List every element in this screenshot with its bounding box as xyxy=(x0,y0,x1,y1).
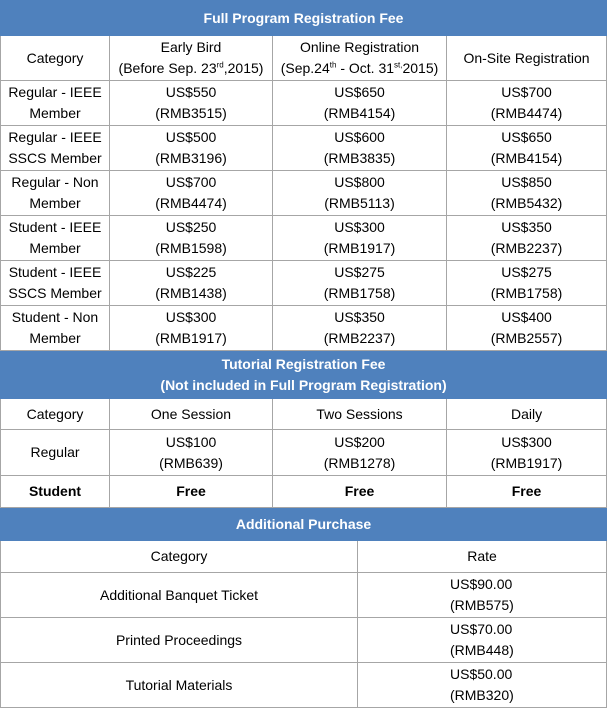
row-category-line2: Member xyxy=(29,105,81,121)
row-early-bird-line2: (RMB4474) xyxy=(155,195,227,211)
row-category xyxy=(1,171,110,216)
row-onsite-line1: US$850 xyxy=(501,174,552,190)
row-early-bird-line1: US$250 xyxy=(165,219,217,235)
row-early-bird xyxy=(110,171,273,216)
row-early-bird xyxy=(110,306,273,351)
tutorial-title xyxy=(1,352,607,399)
table-row xyxy=(1,663,607,708)
row-onsite xyxy=(447,216,607,261)
row-onsite-line2: (RMB2557) xyxy=(490,330,563,346)
tut-student-two: Free xyxy=(273,476,447,508)
price-rmb: (RMB1917) xyxy=(490,454,563,471)
row-category-line1: Regular - IEEE xyxy=(8,84,102,100)
row-early-bird xyxy=(110,81,273,126)
row-early-bird-line1: US$225 xyxy=(165,264,217,280)
table-row xyxy=(1,126,607,171)
tutorial-title-line1: Tutorial Registration Fee xyxy=(221,356,386,372)
tut-student-one: Free xyxy=(110,476,273,508)
tutorial-header-row xyxy=(1,399,607,430)
row-early-bird-line1: US$550 xyxy=(165,84,217,100)
row-onsite-line2: (RMB2237) xyxy=(490,240,563,256)
tut-col-daily: Daily xyxy=(447,399,607,430)
row-onsite-line1: US$650 xyxy=(501,129,552,145)
row-category-line2: Member xyxy=(29,330,81,346)
row-online-line2: (RMB2237) xyxy=(323,330,396,346)
tut-student-category: Student xyxy=(1,476,110,508)
row-onsite-line2: (RMB4474) xyxy=(490,105,563,121)
row-early-bird-line2: (RMB1917) xyxy=(155,330,227,346)
price-usd: US$100 xyxy=(165,433,217,450)
tutorial-row-regular xyxy=(1,430,607,476)
row-early-bird-line1: US$700 xyxy=(165,174,217,190)
table-row xyxy=(1,171,607,216)
row-online-line1: US$300 xyxy=(334,219,385,235)
add-row-category: Additional Banquet Ticket xyxy=(1,573,358,618)
tut-col-one-session: One Session xyxy=(110,399,273,430)
add-col-rate: Rate xyxy=(358,541,607,573)
additional-table xyxy=(0,508,607,708)
row-online-line1: US$800 xyxy=(334,174,385,190)
tut-col-category: Category xyxy=(1,399,110,430)
row-online-line1: US$275 xyxy=(334,264,385,280)
row-early-bird-line2: (RMB1438) xyxy=(155,285,227,301)
price-rmb: (RMB575) xyxy=(450,597,514,613)
price-usd: US$90.00 xyxy=(450,576,513,592)
full-program-title: Full Program Registration Fee xyxy=(1,1,607,36)
row-onsite xyxy=(447,261,607,306)
price-usd: US$300 xyxy=(501,433,552,450)
additional-title: Additional Purchase xyxy=(1,509,607,541)
row-online xyxy=(273,306,447,351)
additional-rows xyxy=(1,573,607,708)
row-category-line2: SSCS Member xyxy=(8,285,102,301)
row-online xyxy=(273,216,447,261)
row-onsite-line2: (RMB1758) xyxy=(490,285,563,301)
col-online xyxy=(273,36,447,81)
add-row-category: Tutorial Materials xyxy=(1,663,358,708)
row-early-bird-line1: US$300 xyxy=(165,309,217,325)
price-rmb: (RMB639) xyxy=(159,454,223,471)
tutorial-row-student xyxy=(1,476,607,508)
row-category xyxy=(1,126,110,171)
row-online-line2: (RMB5113) xyxy=(324,195,395,211)
row-category-line1: Student - Non xyxy=(11,309,99,325)
add-row-rate xyxy=(358,663,607,708)
add-row-rate xyxy=(358,618,607,663)
row-online-line2: (RMB1917) xyxy=(323,240,396,256)
row-early-bird-line2: (RMB3515) xyxy=(155,105,227,121)
row-online xyxy=(273,81,447,126)
row-onsite xyxy=(447,126,607,171)
row-category-line1: Regular - Non xyxy=(11,174,99,190)
row-onsite-line1: US$350 xyxy=(501,219,552,235)
add-col-category: Category xyxy=(1,541,358,573)
row-onsite xyxy=(447,306,607,351)
table-row xyxy=(1,81,607,126)
tutorial-table xyxy=(0,351,607,508)
row-online-line1: US$600 xyxy=(334,129,385,145)
row-category-line2: Member xyxy=(29,195,81,211)
tut-student-daily: Free xyxy=(447,476,607,508)
row-category-line1: Student - IEEE xyxy=(8,219,102,235)
tut-regular-one xyxy=(110,430,273,476)
col-early-bird xyxy=(110,36,273,81)
tutorial-title-line2: (Not included in Full Program Registration) xyxy=(160,377,447,393)
tut-col-two-sessions: Two Sessions xyxy=(273,399,447,430)
table-row xyxy=(1,618,607,663)
full-program-table xyxy=(0,0,607,351)
tut-regular-category: Regular xyxy=(1,430,110,476)
row-early-bird-line2: (RMB1598) xyxy=(155,240,227,256)
price-rmb: (RMB448) xyxy=(450,642,514,658)
row-onsite xyxy=(447,171,607,216)
row-early-bird-line1: US$500 xyxy=(165,129,217,145)
price-rmb: (RMB1278) xyxy=(323,454,396,471)
col-online-dates: (Sep.24th - Oct. $31^{st,}2015$) xyxy=(280,60,439,76)
row-category xyxy=(1,81,110,126)
table-row xyxy=(1,216,607,261)
row-onsite-line1: US$700 xyxy=(501,84,552,100)
row-online-line1: US$350 xyxy=(334,309,385,325)
row-online-line2: (RMB1758) xyxy=(323,285,396,301)
col-early-bird-label: Early Bird xyxy=(160,39,222,55)
row-onsite-line2: (RMB5432) xyxy=(490,195,563,211)
row-category xyxy=(1,216,110,261)
tut-regular-two xyxy=(273,430,447,476)
row-online xyxy=(273,126,447,171)
price-rmb: (RMB320) xyxy=(450,687,514,703)
full-program-rows xyxy=(1,81,607,351)
table-row xyxy=(1,261,607,306)
full-program-header-row xyxy=(1,36,607,81)
row-early-bird xyxy=(110,216,273,261)
row-category xyxy=(1,306,110,351)
row-onsite-line1: US$275 xyxy=(501,264,552,280)
row-category-line1: Regular - IEEE xyxy=(8,129,102,145)
row-category xyxy=(1,261,110,306)
additional-header-row xyxy=(1,541,607,573)
row-online xyxy=(273,171,447,216)
row-onsite xyxy=(447,81,607,126)
price-usd: US$50.00 xyxy=(450,666,513,682)
row-early-bird xyxy=(110,261,273,306)
col-online-label: Online Registration xyxy=(299,39,420,55)
col-category: Category xyxy=(1,36,110,81)
add-row-category: Printed Proceedings xyxy=(1,618,358,663)
table-row xyxy=(1,573,607,618)
row-category-line2: Member xyxy=(29,240,81,256)
price-usd: US$200 xyxy=(334,433,385,450)
row-category-line1: Student - IEEE xyxy=(8,264,102,280)
row-early-bird-line2: (RMB3196) xyxy=(155,150,227,166)
row-onsite-line2: (RMB4154) xyxy=(490,150,563,166)
add-row-rate xyxy=(358,573,607,618)
col-early-bird-dates: (Before Sep. 23rd,2015) xyxy=(118,60,264,76)
row-onsite-line1: US$400 xyxy=(501,309,552,325)
row-online-line2: (RMB4154) xyxy=(323,105,396,121)
row-online-line2: (RMB3835) xyxy=(323,150,396,166)
row-early-bird xyxy=(110,126,273,171)
row-category-line2: SSCS Member xyxy=(8,150,102,166)
row-online xyxy=(273,261,447,306)
row-online-line1: US$650 xyxy=(334,84,385,100)
col-onsite: On-Site Registration xyxy=(447,36,607,81)
price-usd: US$70.00 xyxy=(450,621,513,637)
table-row xyxy=(1,306,607,351)
tut-regular-daily xyxy=(447,430,607,476)
